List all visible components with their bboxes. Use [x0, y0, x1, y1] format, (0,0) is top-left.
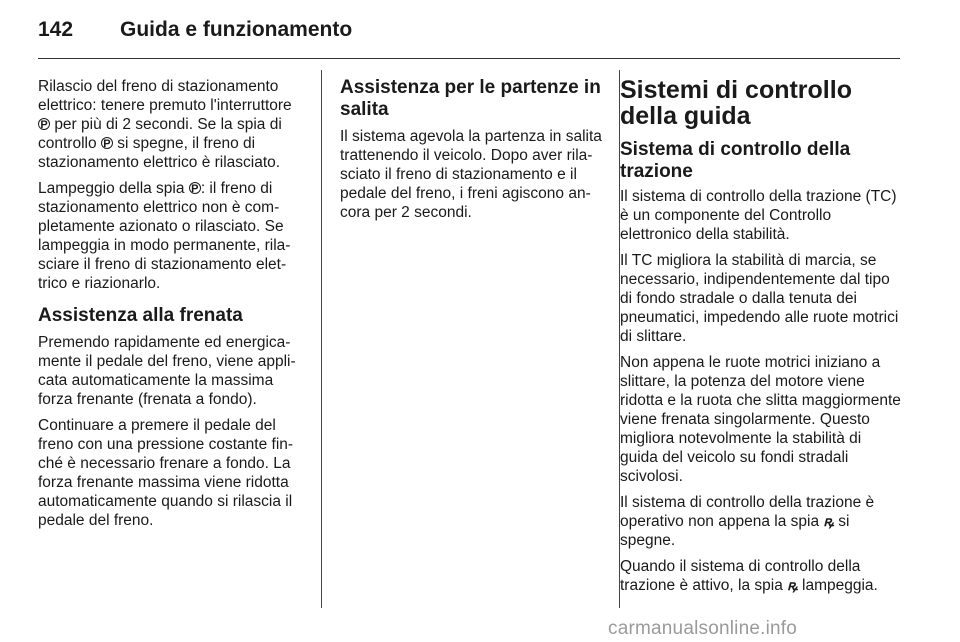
paragraph-tc-1: Il sistema di controllo della trazione (TC) è un componente del Controllo elettronico della stabilità.: [620, 188, 897, 243]
header-rule: [38, 58, 900, 59]
traction-control-icon: ꝶ: [787, 577, 798, 593]
heading-traction-control: Sistema di controllo della trazione: [620, 139, 851, 182]
heading-brake-assist: Assistenza alla frenata: [38, 305, 243, 326]
parking-brake-icon: P: [38, 118, 50, 130]
parking-brake-icon: P: [189, 182, 201, 194]
page-header: [38, 18, 900, 52]
paragraph-brake-assist-2: Continuare a premere il pedale del freno con una pressione costante finché è necessario frenare a fondo. La forza frenante massima viene ridotta automaticamente quando si rilascia il pedale del freno.: [38, 417, 294, 529]
chapter-title: Guida e funzionamento: [120, 18, 353, 41]
page-number: 142: [38, 18, 74, 41]
heading-driving-control: Sistemi di controllo della guida: [620, 76, 852, 130]
traction-control-icon: ꝶ: [823, 513, 834, 529]
heading-hill-start: Assistenza per le partenze in salita: [340, 77, 601, 120]
parking-brake-icon: P: [101, 137, 113, 149]
paragraph-tc-2: Il TC migliora la stabilità di marcia, se necessario, indipendentemente dal tipo di fondo stradale o dalla tenuta dei pneumatici, impedendo alle ruote motrici di slittare.: [620, 252, 899, 345]
paragraph-brake-assist-1: Premendo rapidamente ed energicamente il pedale del freno, viene applicata automaticamente la massima forza frenante (frenata a fondo).: [38, 334, 296, 408]
paragraph-tc-5: Quando il sistema di controllo della trazione è attivo, la spia ꝶ lampeggia.: [620, 558, 878, 594]
paragraph-flashing: Lampeggio della spia P : il freno di stazionamento elettrico non è completamente azionato o rilasciato. Se lampeggia in modo permanente, rilasciare il freno di stazionamento elettrico e riazionarlo.: [38, 180, 291, 292]
column-1: [38, 77, 306, 537]
paragraph-hill-start: Il sistema agevola la partenza in salita trattenendo il veicolo. Dopo aver rilasciato il freno di stazionamento e il pedale del freno, i freni agiscono ancora per 2 secondi.: [340, 128, 602, 221]
column-3: [620, 77, 902, 602]
paragraph-tc-4: Il sistema di controllo della trazione è operativo non appena la spia ꝶ si spegne.: [620, 494, 875, 549]
column-2: [340, 77, 602, 229]
watermark: carmanualsonline.info: [608, 618, 798, 639]
paragraph-release: Rilascio del freno di stazionamento elettrico: tenere premuto l'interruttore P per più di 2 secondi. Se la spia di controllo P si spegne, il freno di stazionamento elettrico è rilasciato.: [38, 78, 292, 171]
column-divider: [321, 70, 322, 608]
paragraph-tc-3: Non appena le ruote motrici iniziano a slittare, la potenza del motore viene ridotta e la ruota che slitta maggiormente viene frenata singolarmente. Questo migliora notevolmente la stabilità di guida del veicolo su fondi stradali scivolosi.: [620, 354, 901, 485]
